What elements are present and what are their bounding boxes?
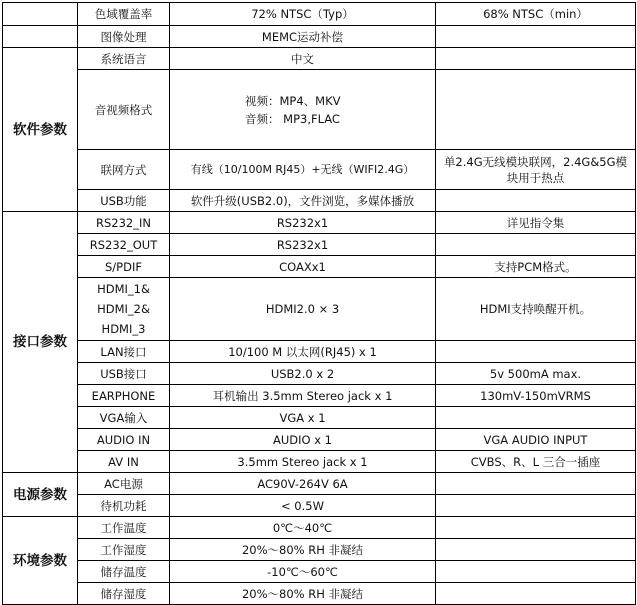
table-row bbox=[3, 561, 636, 583]
table-row bbox=[3, 583, 636, 605]
param-note bbox=[436, 517, 636, 539]
param-value: AUDIO x 1 bbox=[170, 429, 436, 451]
table-row bbox=[3, 451, 636, 473]
param-value: 20%～80% RH 非凝结 bbox=[170, 539, 436, 561]
param-name: AC电源 bbox=[78, 473, 170, 495]
av-audio-line: 音频： MP3,FLAC bbox=[245, 111, 340, 126]
param-value: USB2.0 x 2 bbox=[170, 363, 436, 385]
table-row bbox=[3, 212, 636, 234]
param-value: MEMC运动补偿 bbox=[170, 26, 436, 48]
param-name: 系统语言 bbox=[78, 48, 170, 70]
spec-table bbox=[2, 2, 636, 605]
av-video-line: 视频：MP4、MKV bbox=[245, 93, 341, 108]
param-note bbox=[436, 70, 636, 150]
param-name: AV IN bbox=[78, 451, 170, 473]
param-value: VGA x 1 bbox=[170, 407, 436, 429]
param-value: < 0.5W bbox=[170, 495, 436, 517]
category-cell bbox=[3, 3, 78, 26]
param-value: 0℃～40℃ bbox=[170, 517, 436, 539]
param-name: RS232_OUT bbox=[78, 234, 170, 256]
param-name: 音视频格式 bbox=[78, 70, 170, 150]
table-row bbox=[3, 363, 636, 385]
param-note: 68% NTSC（min） bbox=[436, 3, 636, 26]
param-name: 图像处理 bbox=[78, 26, 170, 48]
param-note bbox=[436, 495, 636, 517]
param-name: 色域覆盖率 bbox=[78, 3, 170, 26]
table-row bbox=[3, 3, 636, 26]
param-note bbox=[436, 407, 636, 429]
param-value: 20%～80% RH 非凝结 bbox=[170, 583, 436, 605]
table-row bbox=[3, 429, 636, 451]
category-cell bbox=[3, 26, 78, 48]
table-row bbox=[3, 539, 636, 561]
param-name: 待机功耗 bbox=[78, 495, 170, 517]
param-note: 支持PCM格式。 bbox=[436, 256, 636, 278]
param-value: RS232x1 bbox=[170, 234, 436, 256]
param-value: 耳机输出 3.5mm Stereo jack x 1 bbox=[170, 385, 436, 407]
param-value: HDMI2.0 × 3 bbox=[170, 278, 436, 341]
category-environment: 环境参数 bbox=[3, 517, 78, 605]
category-software: 软件参数 bbox=[3, 48, 78, 212]
table-row bbox=[3, 190, 636, 212]
param-name: 工作温度 bbox=[78, 517, 170, 539]
param-name: S/PDIF bbox=[78, 256, 170, 278]
param-value: 软件升级(USB2.0)，文件浏览，多媒体播放 bbox=[170, 190, 436, 212]
param-value: 中文 bbox=[170, 48, 436, 70]
param-name: RS232_IN bbox=[78, 212, 170, 234]
param-note: 5v 500mA max. bbox=[436, 363, 636, 385]
param-note bbox=[436, 341, 636, 363]
param-note bbox=[436, 561, 636, 583]
param-name: 工作湿度 bbox=[78, 539, 170, 561]
param-name: 联网方式 bbox=[78, 150, 170, 190]
param-name: VGA输入 bbox=[78, 407, 170, 429]
param-note bbox=[436, 234, 636, 256]
param-note bbox=[436, 26, 636, 48]
param-value: AC90V-264V 6A bbox=[170, 473, 436, 495]
param-name: EARPHONE bbox=[78, 385, 170, 407]
table-row bbox=[3, 26, 636, 48]
table-row bbox=[3, 517, 636, 539]
param-value-av bbox=[170, 70, 436, 150]
table-row bbox=[3, 278, 636, 341]
param-value: 72% NTSC（Typ） bbox=[170, 3, 436, 26]
param-note: VGA AUDIO INPUT bbox=[436, 429, 636, 451]
table-row bbox=[3, 407, 636, 429]
param-note bbox=[436, 48, 636, 70]
table-row bbox=[3, 495, 636, 517]
table-row bbox=[3, 256, 636, 278]
param-note bbox=[436, 583, 636, 605]
category-power: 电源参数 bbox=[3, 473, 78, 517]
param-note: CVBS、R、L 三合一插座 bbox=[436, 451, 636, 473]
param-note bbox=[436, 473, 636, 495]
table-row bbox=[3, 70, 636, 150]
param-name: 储存湿度 bbox=[78, 583, 170, 605]
param-value: 10/100 M 以太网(RJ45) x 1 bbox=[170, 341, 436, 363]
param-name: LAN接口 bbox=[78, 341, 170, 363]
param-note bbox=[436, 190, 636, 212]
param-note: HDMI支持唤醒开机。 bbox=[436, 278, 636, 341]
table-row bbox=[3, 385, 636, 407]
param-value: 3.5mm Stereo jack x 1 bbox=[170, 451, 436, 473]
param-note: 130mV-150mVRMS bbox=[436, 385, 636, 407]
param-note bbox=[436, 539, 636, 561]
table-row bbox=[3, 473, 636, 495]
param-name: HDMI_1& HDMI_2& HDMI_3 bbox=[78, 278, 170, 341]
table-row bbox=[3, 48, 636, 70]
param-note: 详见指令集 bbox=[436, 212, 636, 234]
param-name: USB功能 bbox=[78, 190, 170, 212]
table-row bbox=[3, 234, 636, 256]
param-note: 单2.4G无线模块联网，2.4G&5G模块用于热点 bbox=[436, 150, 636, 190]
param-name: USB接口 bbox=[78, 363, 170, 385]
param-value: -10℃～60℃ bbox=[170, 561, 436, 583]
param-value: 有线（10/100M RJ45）+无线（WIFI2.4G） bbox=[170, 150, 436, 190]
table-row bbox=[3, 341, 636, 363]
param-value: RS232x1 bbox=[170, 212, 436, 234]
param-value: COAXx1 bbox=[170, 256, 436, 278]
param-name: AUDIO IN bbox=[78, 429, 170, 451]
table-row bbox=[3, 150, 636, 190]
param-name: 储存温度 bbox=[78, 561, 170, 583]
category-interface: 接口参数 bbox=[3, 212, 78, 473]
